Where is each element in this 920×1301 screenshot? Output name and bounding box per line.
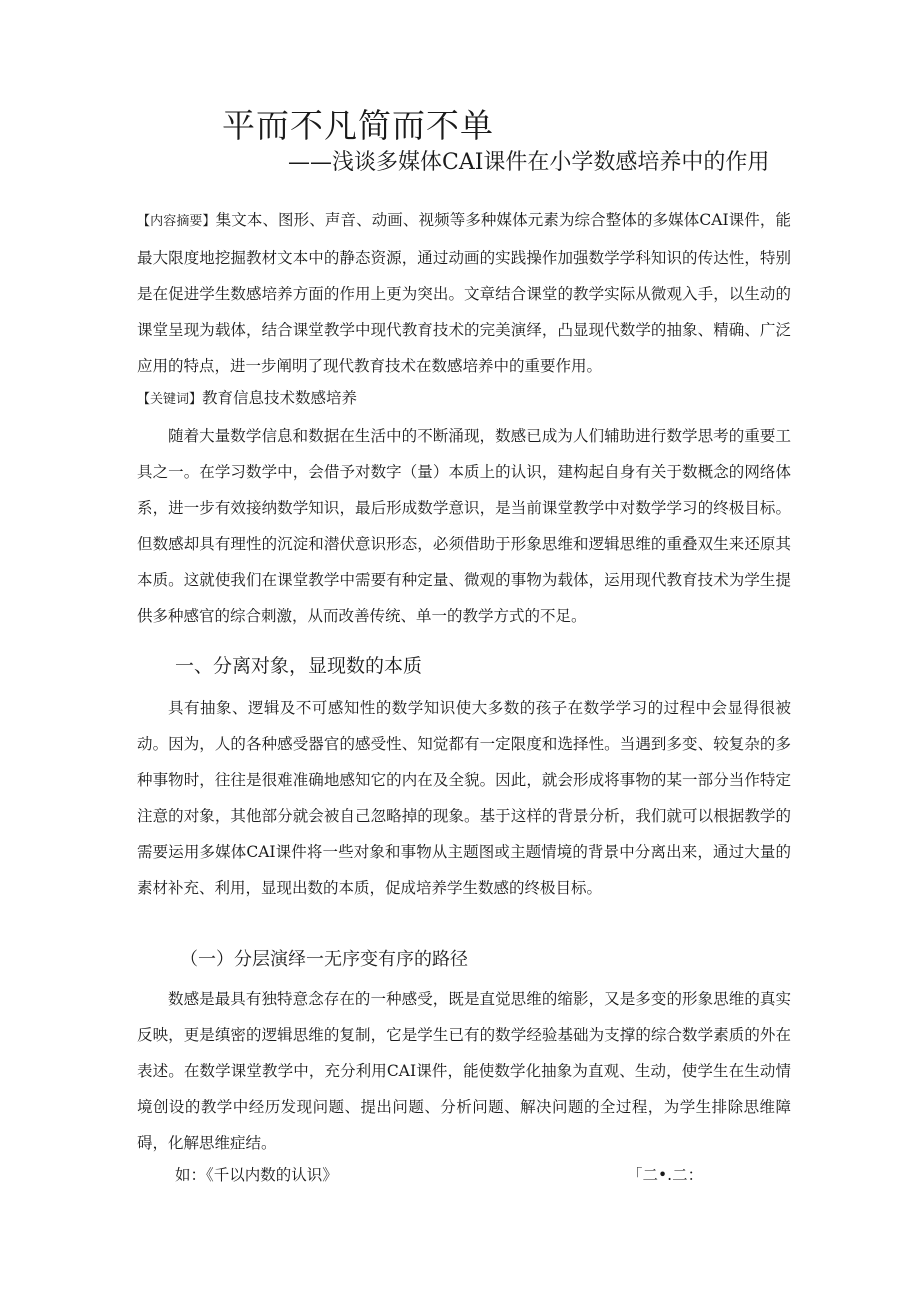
keywords-label: 【关键词】: [137, 392, 203, 407]
subsection-1-paragraph: 数感是最具有独特意念存在的一种感受，既是直觉思维的缩影，又是多变的形象思维的真实反映，更是缜密的逻辑思维的复制，它是学生已有的数学经验基础为支撑的综合数学素质的外在表述。在数学课堂教学中，充分利用CAI课件，能使数学化抽象为直观、生动，使学生在生动情境创设的教学中经历发现问题、提出问题、分析问题、解决问题的全过程，为学生排除思维障碍，化解思维症结。: [137, 990, 791, 1152]
section-1-heading: 一、分离对象，显现数的本质: [175, 655, 423, 677]
figure-fragment: 「二•.二：: [627, 1166, 704, 1184]
paper-title: 平而不凡简而不单: [222, 106, 494, 145]
subsection-1-heading: （一）分层演绎一无序变有序的路径: [180, 949, 468, 970]
section-1-paragraph: 具有抽象、逻辑及不可感知性的数学知识使大多数的孩子在数学学习的过程中会显得很被动。因为，人的各种感受器官的感受性、知觉都有一定限度和选择性。当遇到多变、较复杂的多种事物时，往往是很难准确地感知它的内在及全貌。因此，就会形成将事物的某一部分当作特定注意的对象，其他部分就会被自己忽略掉的现象。基于这样的背景分析，我们就可以根据教学的需要运用多媒体CAI课件将一些对象和事物从主题图或主题情境的背景中分离出来，通过大量的素材补充、利用，显现出数的本质，促成培养学生数感的终极目标。: [137, 699, 791, 897]
paper-subtitle: ——浅谈多媒体CAI课件在小学数感培养中的作用: [288, 150, 770, 175]
abstract-text: 集文本、图形、声音、动画、视频等多种媒体元素为综合整体的多媒体CAI课件，能最大限度地挖掘教材文本中的静态资源，通过动画的实践操作加强数学学科知识的传达性，特别是在促进学生数感培养方面的作用上更为突出。文章结合课堂的教学实际从微观入手，以生动的课堂呈现为载体，结合课堂教学中现代教育技术的完美演绎，凸显现代数学的抽象、精确、广泛应用的特点，进一步阐明了现代教育技术在数感培养中的重要作用。: [137, 211, 791, 375]
abstract-paragraph: [137, 202, 791, 384]
abstract-label: 【内容摘要】: [137, 214, 216, 229]
keywords-paragraph: [137, 380, 791, 418]
intro-paragraph: 随着大量数学信息和数据在生活中的不断涌现，数感已成为人们辅助进行数学思考的重要工具之一。在学习数学中，会借予对数字（量）本质上的认识，建构起自身有关于数概念的网络体系，进一步有效接纳数学知识，最后形成数学意识，是当前课堂教学中对数学学习的终极目标。但数感却具有理性的沉淀和潜伏意识形态，必须借助于形象思维和逻辑思维的重叠双生来还原其本质。这就使我们在课堂教学中需要有种定量、微观的事物为载体，运用现代教育技术为学生提供多种感官的综合刺激，从而改善传统、单一的教学方式的不足。: [137, 427, 791, 625]
example-line: 如：《千以内数的认识》: [175, 1166, 338, 1184]
keywords-text: 教育信息技术数感培养: [202, 389, 358, 407]
